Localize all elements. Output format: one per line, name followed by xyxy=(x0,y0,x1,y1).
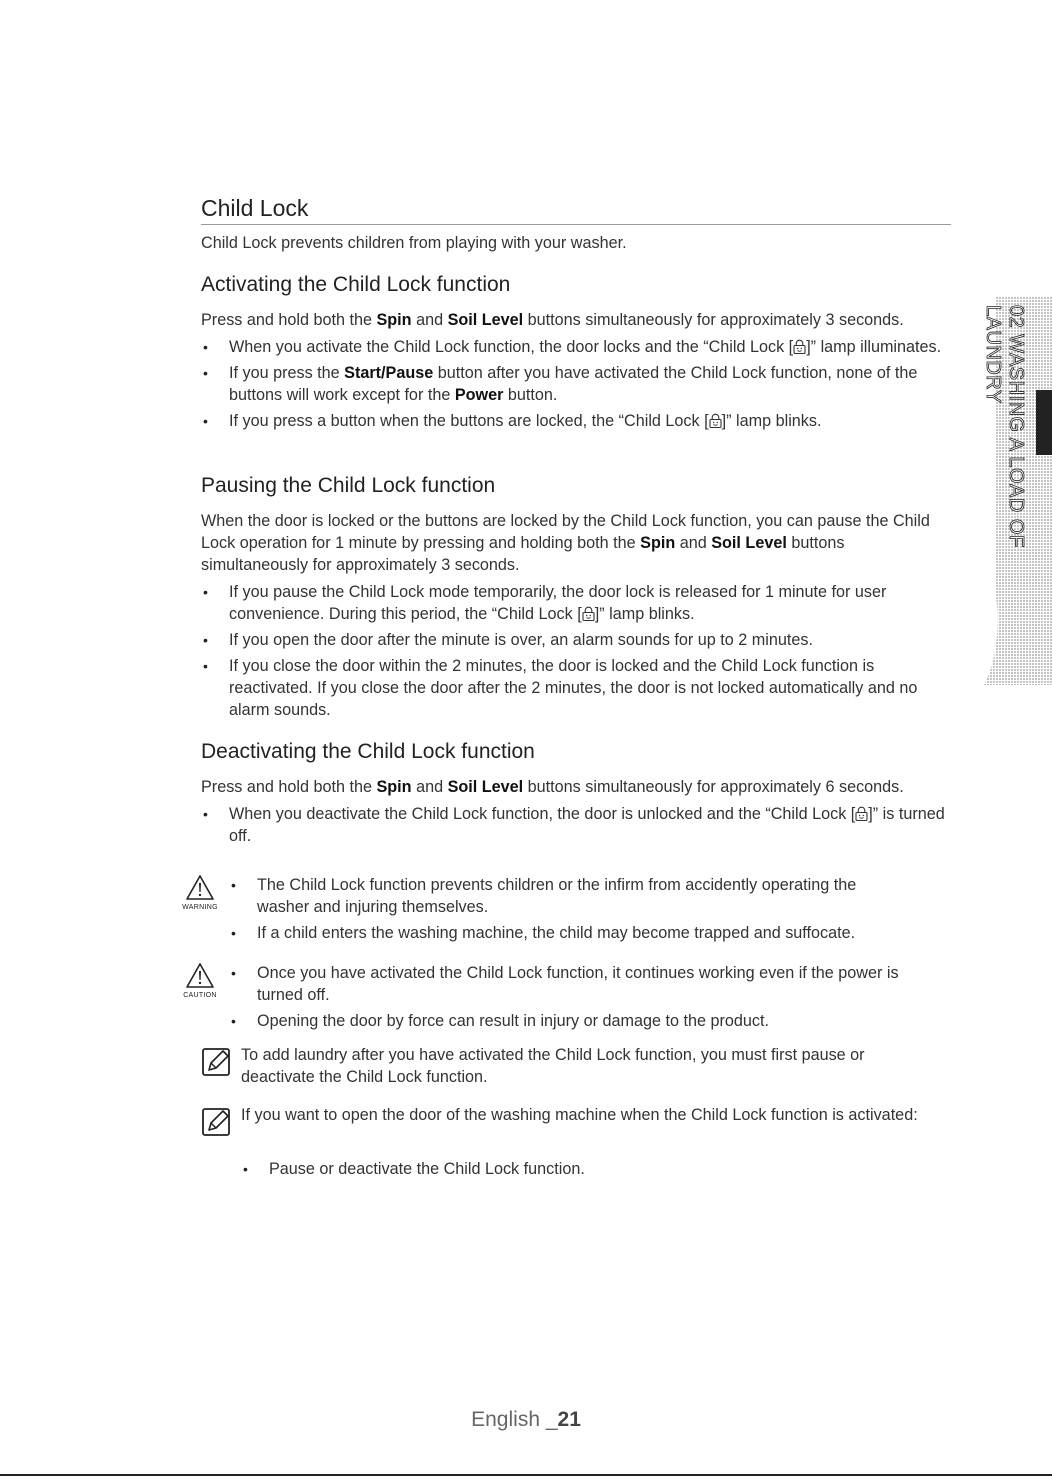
caution-icon xyxy=(171,962,229,999)
text: If you press a button when the buttons are locked, the “Child Lock [ xyxy=(229,412,709,430)
text: When you activate the Child Lock function, the door locks and the “Child Lock [ xyxy=(229,338,794,356)
list-item xyxy=(201,581,951,625)
child-lock-icon xyxy=(793,339,806,354)
note-list xyxy=(241,1158,941,1184)
page-number: 21 xyxy=(557,1408,581,1431)
caution-list xyxy=(229,962,909,1036)
side-tab-marker xyxy=(1036,390,1052,455)
activating-list xyxy=(201,336,951,432)
soil-level-label: Soil Level xyxy=(447,778,524,796)
text: Press and hold both the xyxy=(201,311,377,329)
pausing-section xyxy=(201,510,951,725)
caution-label: CAUTION xyxy=(183,992,217,999)
heading-pausing: Pausing the Child Lock function xyxy=(201,474,496,497)
chapter-tab-label: 02 WASHING A LOAD OF LAUNDRY xyxy=(982,305,1027,548)
intro-text: Child Lock prevents children from playing with your washer. xyxy=(201,234,627,252)
text: When you deactivate the Child Lock function, the door is unlocked and the “Child Lock [ xyxy=(229,805,856,823)
list-item xyxy=(201,803,951,847)
child-lock-icon xyxy=(709,413,722,428)
page-footer xyxy=(0,1408,1052,1432)
soil-level-label: Soil Level xyxy=(447,311,524,329)
list-item xyxy=(201,410,951,432)
text: ]” lamp blinks. xyxy=(721,412,822,430)
deactivating-section xyxy=(201,776,951,851)
text: Press and hold both the xyxy=(201,778,377,796)
text: When the door is locked or the buttons are locked by the Child Lock function, you can pause the Child Lock operation for 1 minute by pressing and holding both the xyxy=(201,512,930,552)
spin-label: Spin xyxy=(376,311,412,329)
list-item: • Opening the door by force can result in injury or damage to the product. xyxy=(229,1010,909,1032)
pausing-list xyxy=(201,581,951,721)
text: and xyxy=(411,311,448,329)
text: button after you have activated the Child Lock function, none of the buttons will work except for the xyxy=(229,364,918,404)
text: buttons simultaneously for approximately 3 seconds. xyxy=(201,534,845,574)
section-title-wrap xyxy=(201,195,951,225)
note-icon xyxy=(201,1106,233,1138)
start-pause-label: Start/Pause xyxy=(344,364,434,382)
warning-list xyxy=(229,874,909,948)
text: and xyxy=(411,778,448,796)
power-label: Power xyxy=(454,386,504,404)
deactivating-list xyxy=(201,803,951,847)
text: ]” lamp blinks. xyxy=(594,605,695,623)
note-text: If you want to open the door of the washing machine when the Child Lock function is activated: xyxy=(241,1106,918,1124)
text: button. xyxy=(503,386,558,404)
text: If you press the xyxy=(229,364,345,382)
child-lock-icon xyxy=(582,606,595,621)
pausing-paragraph xyxy=(201,510,951,576)
list-item: • If a child enters the washing machine, the child may become trapped and suffocate. xyxy=(229,922,909,944)
bottom-rule xyxy=(0,1474,1052,1476)
activating-section xyxy=(201,309,951,436)
text: ]” lamp illuminates. xyxy=(806,338,942,356)
list-item xyxy=(201,362,951,406)
heading-deactivating: Deactivating the Child Lock function xyxy=(201,740,535,763)
text: If you pause the Child Lock mode temporarily, the door lock is released for 1 minute for user convenience. During this period, the “Child Lock [ xyxy=(229,583,887,623)
list-item: • The Child Lock function prevents children or the infirm from accidently operating the washer and injuring themselves. xyxy=(229,874,909,918)
heading-activating: Activating the Child Lock function xyxy=(201,273,511,296)
warning-triangle-icon xyxy=(185,874,215,901)
list-item xyxy=(201,336,951,358)
spin-label: Spin xyxy=(376,778,412,796)
caution-triangle-icon xyxy=(185,962,215,989)
note-text: To add laundry after you have activated the Child Lock function, you must first pause or deactivate the Child Lock function. xyxy=(241,1046,865,1086)
page-title: Child Lock xyxy=(201,195,309,221)
text: ]” is turned off. xyxy=(229,805,945,845)
note-icon xyxy=(201,1046,233,1078)
warning-label: WARNING xyxy=(182,904,218,911)
deactivating-paragraph xyxy=(201,776,951,798)
list-item: • Pause or deactivate the Child Lock function. xyxy=(241,1158,941,1180)
list-item: • If you open the door after the minute is over, an alarm sounds for up to 2 minutes. xyxy=(201,629,951,651)
activating-paragraph xyxy=(201,309,951,331)
soil-level-label: Soil Level xyxy=(711,534,787,552)
child-lock-icon xyxy=(855,806,868,821)
text: buttons simultaneously for approximately 3 seconds. xyxy=(523,311,904,329)
warning-icon xyxy=(171,874,229,911)
text: buttons simultaneously for approximately 6 seconds. xyxy=(523,778,904,796)
spin-label: Spin xyxy=(640,534,676,552)
text: and xyxy=(675,534,712,552)
footer-language: English _ xyxy=(471,1408,558,1431)
list-item: • If you close the door within the 2 minutes, the door is locked and the Child Lock function is reactivated. If you close the door after the 2 minutes, the door is not locked automatically and no alarm sounds. xyxy=(201,655,951,721)
list-item: • Once you have activated the Child Lock function, it continues working even if the power is turned off. xyxy=(229,962,909,1006)
